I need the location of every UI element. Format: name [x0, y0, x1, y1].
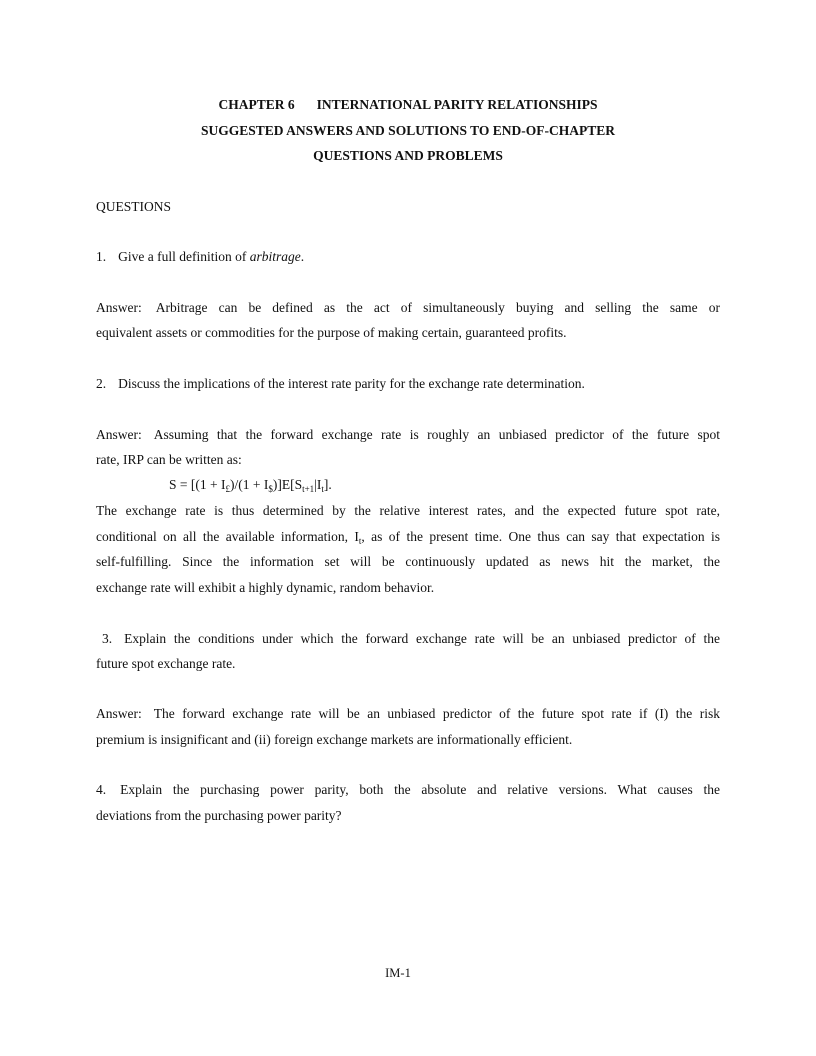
page-number: IM-1: [385, 966, 411, 980]
answer-1-line-1: Answer: Arbitrage can be defined as the act of simultaneously buying and selling the same or: [96, 300, 720, 315]
answer-2-cont-line-2: conditional on all the available information, $I_t$, as of the present time. One thus can say that expectation is: [96, 529, 720, 546]
answer-2-cont-line-4: exchange rate will exhibit a highly dynamic, random behavior.: [96, 580, 435, 595]
question-2-number: 2.: [96, 376, 107, 391]
question-1-text: Give a full definition of: [118, 249, 247, 264]
answer-3-label: Answer:: [96, 706, 142, 721]
question-2-text: Discuss the implications of the interest rate parity for the exchange rate determination.: [118, 376, 585, 391]
question-1-number: 1.: [96, 249, 107, 264]
answer-2-cont-line-3: self-fulfilling. Since the information set will be continuously updated as news hit the market, the: [96, 554, 720, 569]
answer-2-cont-line-1: The exchange rate is thus determined by the relative interest rates, and the expected future spot rate,: [96, 503, 720, 518]
question-3-number: 3.: [102, 631, 113, 646]
answer-3-line-1: Answer: The forward exchange rate will be an unbiased predictor of the future spot rate if (I) the risk: [96, 706, 720, 721]
subtitle-line-1: SUGGESTED ANSWERS AND SOLUTIONS TO END-OF-CHAPTER: [201, 123, 615, 138]
answer-1-label: Answer:: [96, 300, 142, 315]
chapter-number: CHAPTER 6: [218, 97, 295, 112]
chapter-title: INTERNATIONAL PARITY RELATIONSHIPS: [316, 97, 598, 112]
subtitle-line-2: QUESTIONS AND PROBLEMS: [313, 148, 503, 163]
section-label: QUESTIONS: [96, 199, 172, 214]
question-4-number: 4.: [96, 782, 107, 797]
question-3-line-1: 3. Explain the conditions under which the forward exchange rate will be an unbiased predictor of the: [102, 631, 720, 646]
answer-2-line-2: rate, IRP can be written as:: [96, 452, 242, 467]
question-4-line-1: 4. Explain the purchasing power parity, both the absolute and relative versions. What causes the: [96, 782, 720, 797]
answer-2-label: Answer:: [96, 427, 142, 442]
question-4-line-2: deviations from the purchasing power parity?: [96, 808, 342, 823]
answer-2-line-1: Answer: Assuming that the forward exchange rate is roughly an unbiased predictor of the future spot: [96, 427, 720, 442]
irp-formula: $S = [(1 + I_£)/(1 + I_{\$})]E[S_{t+1}|I_t]$.: [169, 477, 332, 494]
question-3-line-2: future spot exchange rate.: [96, 656, 236, 671]
chapter-heading: [0, 97, 816, 113]
question-1-term: arbitrage: [249, 249, 301, 264]
question-1: 1. Give a full definition of arbitrage.: [96, 249, 305, 264]
question-2: [96, 376, 720, 392]
answer-1-line-2: equivalent assets or commodities for the purpose of making certain, guaranteed profits.: [96, 325, 567, 340]
answer-3-line-2: premium is insignificant and (ii) foreign exchange markets are informationally efficient.: [96, 732, 573, 747]
